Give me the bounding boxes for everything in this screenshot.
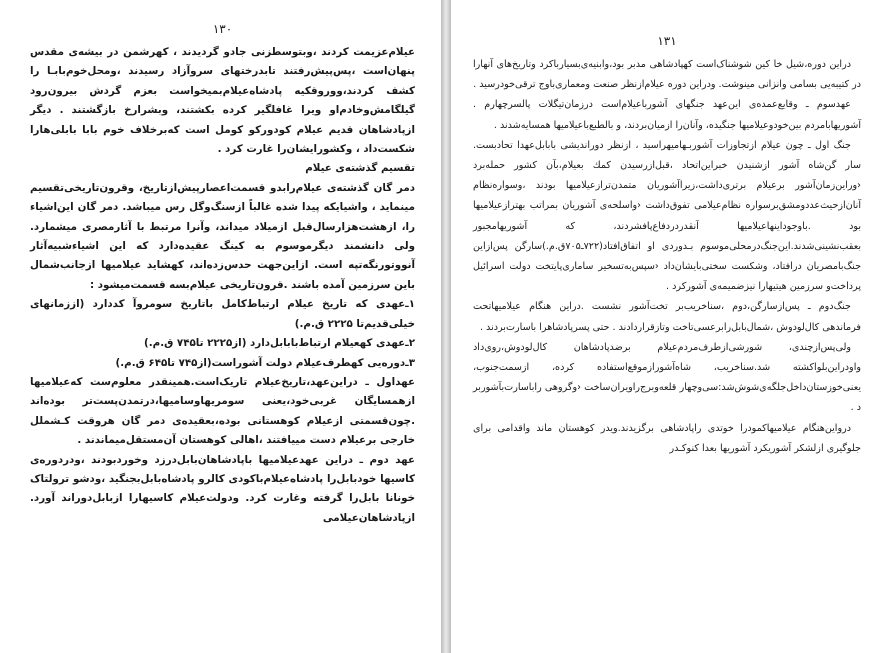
- paragraph: عیلام‌عزیمت کردند ،وبتوسطزنی جادو گردیدند ، کهرشمن در بیشه‌ی مقدس پنهان‌است ،پس‌پیش‌رفتند تابدرختهای سروآزاد رسیدند ،ومحل‌خوم‌بابـا را کشف کردند،ووروقکیه پادشاه‌عیلام‌بمیخواست بعزم گردش بیرون‌رود گیلگامش‌وخادم‌او ویرا غافلگیر کرده بکشتند، وبشر‌ارخ بازگشتند . دیگر ازپادشاهان قدیم عیلام کودورکو کومل است که‌برخلاف خوم بابا بابلی‌هارا شکست‌داد ، وکشورایشان‌را غارت کرد .: [30, 46, 415, 156]
- list-item: ۲ـ‌عهدی کهعیلام ارتباط‌بابابل‌دارد (از۲۲۲۵ تا۷۴۵ ق.م.): [144, 337, 415, 350]
- paragraph: عهد دوم ـ دراین عهدعیلامیها باپادشاهان‌بابل‌درزد وخوردبودند ،ودردوره‌ی کاسیها خودبابل‌را پادشاه‌عیلام‌باکودی کالرو پادشاه‌بابل‌بجنگید ،ودشو ترولتاک خونانا بابل‌را گرفته وغارت کرد. ودولت‌عیلام کاسیهارا ازبابل‌دوراند آورد. ازپادشاهان‌عیلامی: [30, 453, 415, 524]
- left-page-number: ۱۳۰: [212, 22, 233, 36]
- paragraph: عهدسوم ـ وقایع‌عمده‌ی این‌عهد جنگهای آشوربا‌عیلام‌است درزمان‌تیگلات پالسرچهارم . آشوریها‌بامردم بین‌خودوعیلامیها جنگیده، وآنان‌را ازمیان‌بردند، و بالطبع‌باعیلامیها همسایه‌شدند .: [473, 99, 861, 131]
- paragraph: درواین‌هنگام عیلامیهاکمودرا خوتدی راپادشاهی برگزیدند.ویدر کوهستان ماند واقدامی برای جلوگیری ازلشکر آشوریکرد آشوریها بعدا کنوکـدر: [473, 422, 861, 454]
- right-page: [451, 0, 893, 653]
- paragraph: دراین دوره،شیل خا کین شوشناک‌است کهپادشاهی مدبر بود،وابنیه‌ی‌بسیارباکرد وتاریخ‌های آنهارا در کتیبه‌یی بسامی وانزانی مینوشت. ودراین دوره عیلام‌ازنظر صنعت ومعماری‌باوج ترقی‌خودرسید .: [473, 59, 861, 91]
- paragraph: جنگ‌دوم ـ پس‌ازسارگن،دوم ،سناخریب‌بر تخت‌آشور نشست .دراین هنگام عیلامیهاتحت فرماندهی کال‌لودوش ،شمال‌بابل‌را‌برعسی‌تاخت وتازقراردادند . حتی پسرپادشاهرا باسارت‌بردند .: [473, 301, 861, 333]
- right-page-body: [473, 55, 861, 459]
- left-page: [0, 0, 441, 653]
- paragraph: ولی‌پس‌ازچندی، شورشی‌ازطرف‌مردم‌عیلام برضدپادشاهان کال‌لودوش،روی‌داد واودراین‌بلواکشته شد.سناخریب، شاه‌آشورازموقع‌استفاده کرده، ازسمت‌جنوب، یعنی‌خوزستان‌داخل‌جلگه‌ی‌شوش‌شد:سی‌وچهار قلعه‌وبرج‌راویران‌ساخت ‹وگروهی رابا‌سارت‌بآشوربر د .: [473, 341, 861, 414]
- right-page-number: ۱۳۱: [657, 34, 677, 48]
- section-heading: تقسیم گذشته‌ی عیلام: [305, 162, 415, 175]
- list-item: ۳ـ‌دوره‌یی کهطرف‌عیلام دولت آشوراست(از۷۴۵ تا۶۴۵ ق.م.): [115, 356, 415, 369]
- left-page-body: [30, 43, 415, 528]
- paragraph: عهداول ـ دراین‌عهد،تاریخ‌عیلام تاریک‌است.همینقدر معلوم‌ست که‌عیلامیها ازهمسایگان غربی‌خود،یعنی سومریهاوسامیها،درتمدن‌پست‌تر بوده‌اند .چون‌قسمتی ازعیلام کوهستانی بوده،بعقیده‌ی دمر گان هروقت کـشملل خارجی برعیلام دست مییافتند ،اهالی کوهستان آن‌مستقل‌میماندند .: [30, 375, 415, 447]
- paragraph: دمر گان گذشته‌ی عیلام‌رابدو قسمت‌اعصارپیش‌ازتاریخ، وقرون‌تاریخی‌تقسیم مینماید ، واشیایکه پیدا شده غالباً ازسنگ‌وگل رس میباشد. دمر گان این‌اشیاء را، ازهشت‌هزارسال‌قبل ازمیلاد میداند، وآنرا مرتبط با آثارمصری میشمارد. ولی دانشمند دیگرموسوم به کینگ عقیده‌دارد که این اشیاءشبیه‌آثار آنووتورنگه‌تپه است. ازاین‌جهت حدس‌زده‌اند، کهشاید عیلامیها ازجانب‌شمال باین سرزمین آمده باشند .قرون‌تاریخی عیلام‌بسه قسمت‌میشود :: [30, 181, 415, 291]
- list-item: ۱ـ‌عهدی که تاریخ عیلام ارتباط‌کامل باتاریخ سومروآ کددارد (اززمانهای خیلی‌قدیم‌تا ۲۲۲۵ ق.م.): [30, 298, 415, 330]
- paragraph: جنگ اول ـ چون عیلام ازتجاوزات آشوربـهامیهراسید ، ازنظر دوراندیشی بابابل‌عهدا تحادبست. سار گن‌شاه آشور ازشنیدن خبراین‌اتحاد ،قبل‌ازرسیدن کمك بعیلام،بآن کشور حمله‌برد ‹وراین‌زمان‌آشور برعیلام برتری‌داشت،زیراآشوریان متمدن‌تراز‌عیلامیها بودند ،وسواره‌نظام آنان‌ازحیث‌عدد‌ومشق‌برسواره نظام‌عیلامی تفوق‌داشت ‹واسلحه‌ی آشوریان بمراتب بهتراز‌عیلامیها بود .باوجوداینهاعیلامیها آنقدردرد‌فاع‌پافشردند، که آشوریها‌مجبور بعقب‌نشینی‌شدند.این‌جنگ‌درمحلی‌موسوم بـدوردی او اتفاق‌افتاد(۷۲۲ـ۷۰۵ق.م.)سارگن پس‌ازاین جنگ‌بامصریان درافتاد، وشکست‌ سختی‌بایشان‌داد ‹سپس‌به‌تسخیر سامارى‌پایتخت دولت اسرائیل پرداخت‌و سرزمین هیتیهارا نیزضمیمه‌ی آشورکرد .: [473, 139, 861, 293]
- book-gutter: [441, 0, 451, 653]
